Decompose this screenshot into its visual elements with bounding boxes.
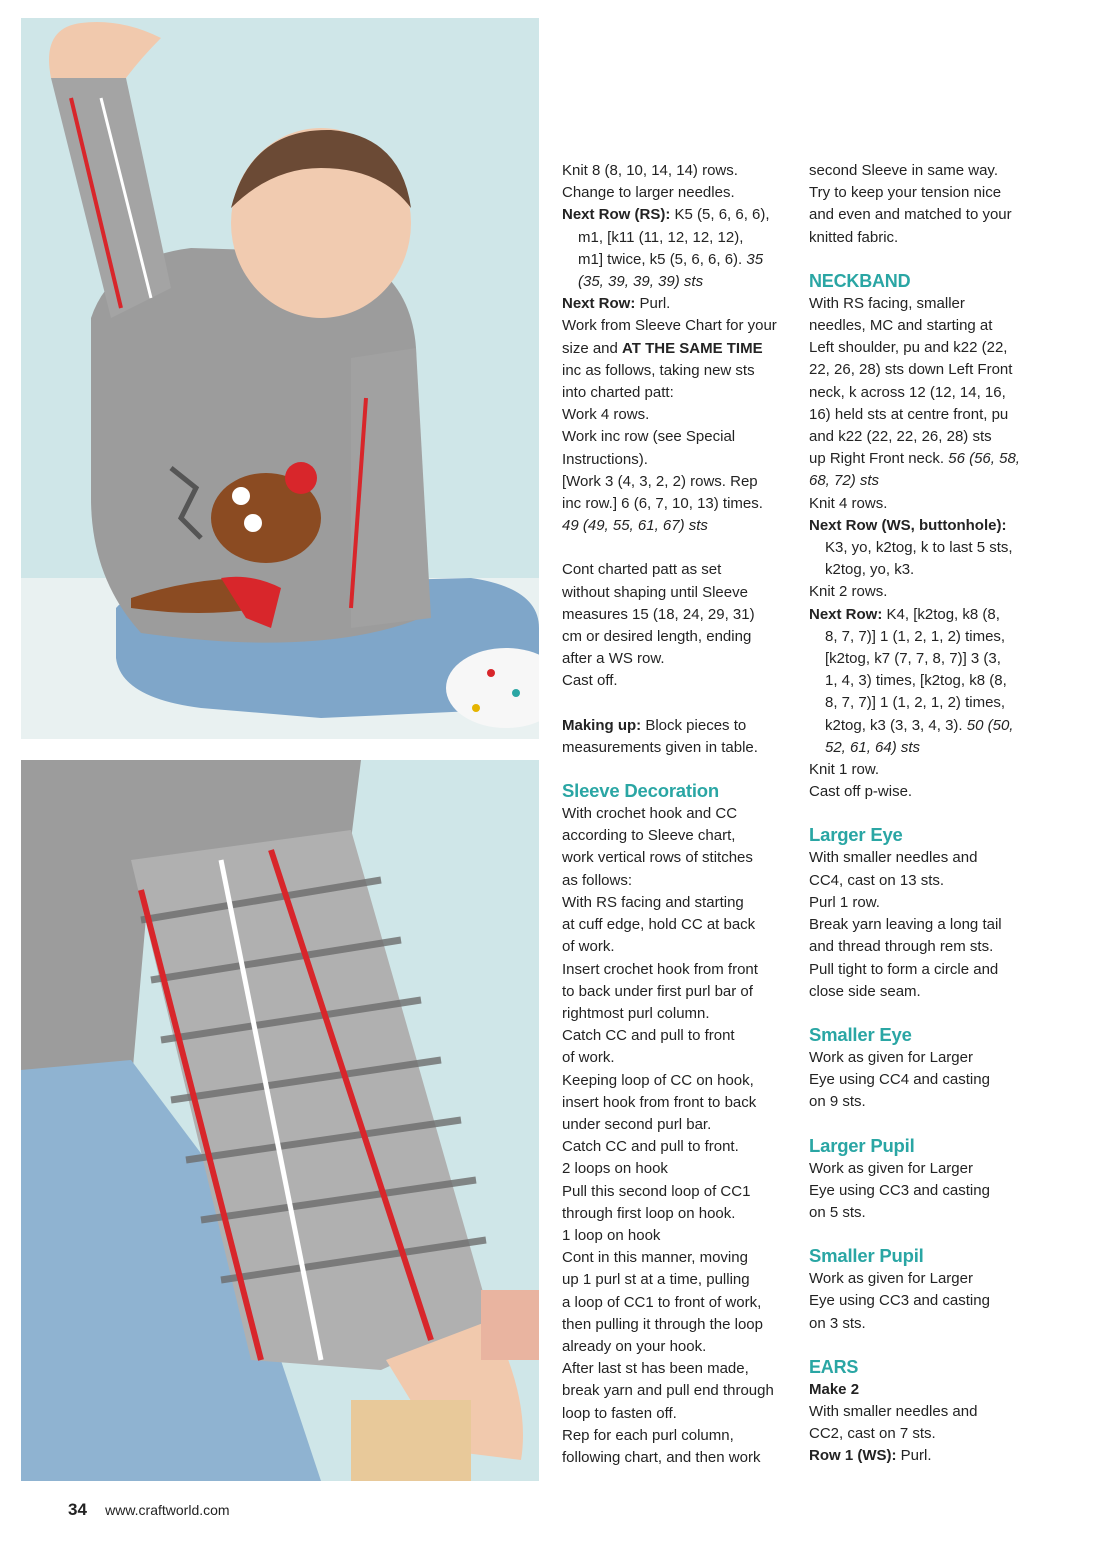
text-line: CC2, cast on 7 sts.: [809, 1425, 936, 1443]
website-link[interactable]: www.craftworld.com: [105, 1502, 230, 1518]
text-line: Work 4 rows.: [562, 406, 650, 424]
text-line: 22, 26, 28) sts down Left Front: [809, 361, 1013, 379]
text-line: on 5 sts.: [809, 1203, 866, 1221]
stitch-count: 49 (49, 55, 61, 67) sts: [562, 517, 708, 535]
stitch-count: 52, 61, 64) sts: [825, 738, 921, 756]
text-line: [Work 3 (4, 3, 2, 2) rows. Rep: [562, 472, 758, 490]
text-line: Cast off p-wise.: [809, 783, 913, 801]
text-line: through first loop on hook.: [562, 1204, 736, 1222]
text-line: [562, 293, 794, 315]
text-line: and k22 (22, 22, 26, 28) sts: [809, 428, 992, 446]
text-line: Cont in this manner, moving: [562, 1249, 748, 1267]
instructions-column-1: [562, 160, 794, 1469]
heading-larger-pupil: Larger Pupil: [809, 1134, 915, 1156]
heading-smaller-eye: Smaller Eye: [809, 1023, 912, 1045]
text-line: Eye using CC3 and casting: [809, 1181, 990, 1199]
text-line: Knit 4 rows.: [809, 494, 888, 512]
row-text: k2tog, k3 (3, 3, 4, 3).: [825, 716, 967, 734]
text-line: rightmost purl column.: [562, 1004, 710, 1022]
row-text: K4, [k2tog, k8 (8,: [882, 605, 1000, 623]
text-line: on 9 sts.: [809, 1093, 866, 1111]
row-label: Next Row:: [562, 295, 636, 313]
stitch-count: 56 (56, 58,: [948, 450, 1020, 468]
text-line: Rep for each purl column,: [562, 1426, 734, 1444]
text-line: close side seam.: [809, 982, 921, 1000]
row-label: Next Row (RS):: [562, 206, 671, 224]
text-line: at cuff edge, hold CC at back: [562, 916, 756, 934]
text-line: a loop of CC1 to front of work,: [562, 1293, 762, 1311]
text-line: 1 loop on hook: [562, 1226, 661, 1244]
text-line: inc row.] 6 (6, 7, 10, 13) times.: [562, 495, 763, 513]
text-line: Catch CC and pull to front.: [562, 1138, 739, 1156]
text-line: [562, 715, 794, 737]
text-line: up 1 purl st at a time, pulling: [562, 1271, 750, 1289]
text-line: of work.: [562, 938, 615, 956]
text-line: 16) held sts at centre front, pu: [809, 405, 1009, 423]
text-line: and even and matched to your: [809, 206, 1012, 224]
text-line: needles, MC and starting at: [809, 317, 993, 335]
text-line: measurements given in table.: [562, 738, 758, 756]
page-number: 34: [68, 1500, 87, 1519]
text-line: Knit 8 (8, 10, 14, 14) rows.: [562, 162, 738, 179]
text-line: [562, 338, 794, 360]
text-line: following chart, and then work: [562, 1448, 761, 1466]
text-line: 2 loops on hook: [562, 1160, 668, 1178]
text-line: Change to larger needles.: [562, 184, 735, 202]
photo-sleeve-closeup: [21, 760, 539, 1481]
stitch-count: (35, 39, 39, 39) sts: [578, 273, 704, 291]
heading-sleeve-decoration: Sleeve Decoration: [562, 780, 720, 802]
text-line: 8, 7, 7)] 1 (1, 2, 1, 2) times,: [825, 694, 1006, 712]
text-line: Knit 2 rows.: [809, 583, 888, 601]
text-line: Eye using CC3 and casting: [809, 1292, 990, 1310]
text-line: neck, k across 12 (12, 14, 16,: [809, 383, 1006, 401]
text-line: already on your hook.: [562, 1337, 707, 1355]
text-line: K3, yo, k2tog, k to last 5 sts,: [825, 539, 1013, 557]
text-line: [562, 204, 794, 226]
text-line: without shaping until Sleeve: [562, 583, 748, 601]
emphasis: AT THE SAME TIME: [622, 339, 763, 357]
text-line: Instructions).: [562, 450, 648, 468]
text-line: With smaller needles and: [809, 849, 978, 867]
row-label: Make 2: [809, 1380, 860, 1398]
text-line: Work as given for Larger: [809, 1270, 973, 1288]
text-line: Break yarn leaving a long tail: [809, 916, 1002, 934]
text-line: to back under first purl bar of: [562, 982, 753, 1000]
heading-smaller-pupil: Smaller Pupil: [809, 1245, 924, 1267]
text-line: into charted patt:: [562, 384, 674, 402]
row-label: Next Row:: [809, 605, 883, 623]
text-line: 1, 4, 3) times, [k2tog, k8 (8,: [825, 672, 1007, 690]
text-line: With RS facing and starting: [562, 893, 744, 911]
text-line: insert hook from front to back: [562, 1093, 757, 1111]
row-text: up Right Front neck.: [809, 450, 949, 468]
text-line: under second purl bar.: [562, 1115, 712, 1133]
text-line: With crochet hook and CC: [562, 805, 738, 823]
text-line: Pull tight to form a circle and: [809, 960, 999, 978]
text-line: Work from Sleeve Chart for your: [562, 317, 777, 335]
text-line: work vertical rows of stitches: [562, 849, 753, 867]
text-line: according to Sleeve chart,: [562, 827, 736, 845]
text-line: Cast off.: [562, 672, 618, 690]
text-line: m1, [k11 (11, 12, 12, 12),: [578, 228, 744, 246]
text-line: Work inc row (see Special: [562, 428, 736, 446]
text-line: as follows:: [562, 871, 633, 889]
row-text: Block pieces to: [641, 716, 747, 734]
text-line: Cont charted patt as set: [562, 561, 722, 579]
stitch-count: 35: [746, 250, 764, 268]
row-text: Purl.: [635, 295, 671, 313]
heading-neckband: NECKBAND: [809, 270, 911, 291]
text-line: break yarn and pull end through: [562, 1382, 774, 1400]
text-line: after a WS row.: [562, 650, 665, 668]
text-line: Left shoulder, pu and k22 (22,: [809, 339, 1008, 357]
text-line: CC4, cast on 13 sts.: [809, 871, 945, 889]
text-line: [809, 1445, 1041, 1467]
text-line: on 3 sts.: [809, 1314, 866, 1332]
text-line: [k2tog, k7 (7, 7, 8, 7)] 3 (3,: [825, 650, 1001, 668]
text-line: [809, 604, 1041, 626]
text-line: of work.: [562, 1049, 615, 1067]
row-text: K5 (5, 6, 6, 6),: [670, 206, 770, 224]
heading-ears: EARS: [809, 1356, 859, 1377]
text-line: loop to fasten off.: [562, 1404, 677, 1422]
heading-larger-eye: Larger Eye: [809, 824, 903, 846]
text-line: [562, 249, 794, 271]
row-text: Purl.: [896, 1447, 932, 1465]
text-line: Insert crochet hook from front: [562, 960, 758, 978]
text-line: Catch CC and pull to front: [562, 1027, 735, 1045]
text-line: inc as follows, taking new sts: [562, 361, 755, 379]
stitch-count: 68, 72) sts: [809, 472, 880, 490]
text-line: knitted fabric.: [809, 228, 899, 246]
page-footer: [68, 1500, 230, 1520]
text-line: Knit 1 row.: [809, 761, 880, 779]
text-line: measures 15 (18, 24, 29, 31): [562, 605, 755, 623]
text-line: Work as given for Larger: [809, 1048, 973, 1066]
row-label: Making up:: [562, 716, 642, 734]
stitch-count: 50 (50,: [966, 716, 1014, 734]
instructions-column-2: [809, 160, 1041, 1468]
text-line: After last st has been made,: [562, 1360, 749, 1378]
text-line: With RS facing, smaller: [809, 294, 965, 312]
photo-baby-reindeer-jumper: [21, 18, 539, 739]
row-label: Next Row (WS, buttonhole):: [809, 516, 1007, 534]
text-line: Work as given for Larger: [809, 1159, 973, 1177]
text-line: second Sleeve in same way.: [809, 162, 998, 179]
text-line: 8, 7, 7)] 1 (1, 2, 1, 2) times,: [825, 627, 1006, 645]
text-line: k2tog, yo, k3.: [825, 561, 915, 579]
text-line: [809, 448, 1041, 470]
text-line: Pull this second loop of CC1: [562, 1182, 751, 1200]
text-line: and thread through rem sts.: [809, 938, 994, 956]
row-text: m1] twice, k5 (5, 6, 6, 6).: [578, 250, 747, 268]
text-line: then pulling it through the loop: [562, 1315, 763, 1333]
row-label: Row 1 (WS):: [809, 1447, 897, 1465]
text-line: Eye using CC4 and casting: [809, 1071, 990, 1089]
row-text: size and: [562, 339, 623, 357]
text-line: cm or desired length, ending: [562, 628, 752, 646]
text-line: Purl 1 row.: [809, 893, 880, 911]
text-line: Try to keep your tension nice: [809, 184, 1002, 202]
text-line: [809, 715, 1041, 737]
text-line: With smaller needles and: [809, 1402, 978, 1420]
text-line: Keeping loop of CC on hook,: [562, 1071, 754, 1089]
